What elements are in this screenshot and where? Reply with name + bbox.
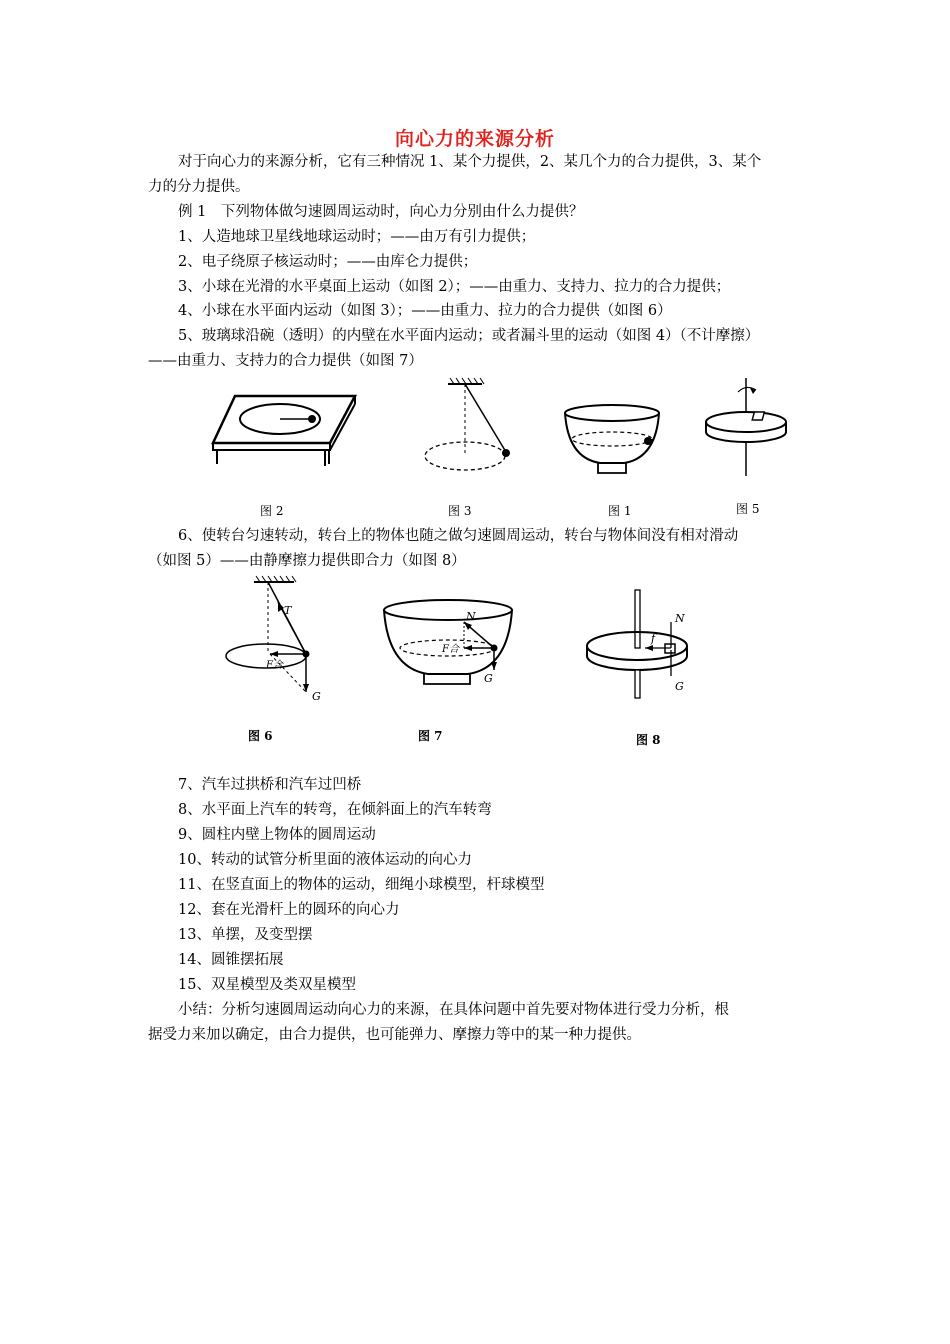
list-item-7: 7、汽车过拱桥和汽车过凹桥 [178, 777, 362, 793]
fig7-gravity-label: G [484, 672, 493, 685]
list-item-12: 12、套在光滑杆上的圆环的向心力 [178, 902, 400, 918]
example-item-5-cont: ——由重力、支持力的合力提供（如图 7） [148, 353, 423, 369]
figure-2-caption: 图 2 [260, 504, 284, 518]
list-item-14: 14、圆锥摆拓展 [178, 952, 284, 968]
list-item-10: 10、转动的试管分析里面的液体运动的向心力 [178, 852, 472, 868]
fig6-gravity-label: G [312, 690, 321, 703]
example-item-1: 1、人造地球卫星线地球运动时；——由万有引力提供； [178, 229, 536, 245]
intro-line-1: 对于向心力的来源分析，它有三种情况 1、某个力提供，2、某几个力的合力提供，3、某个 [178, 154, 762, 170]
figure-6-pendulum-forces [220, 574, 340, 709]
example-item-3: 3、小球在光滑的水平桌面上运动（如图 2）；——由重力、支持力、拉力的合力提供； [178, 279, 731, 295]
figure-5-caption: 图 5 [736, 502, 760, 516]
fig7-normal-label: N [466, 610, 476, 623]
example-item-2: 2、电子绕原子核运动时；——由库仑力提供； [178, 254, 478, 270]
figure-3-caption: 图 3 [448, 504, 472, 518]
summary-line-2: 据受力来加以确定，由合力提供，也可能弹力、摩擦力等中的某一种力提供。 [148, 1027, 641, 1043]
figure-7-caption: 图 7 [418, 729, 443, 743]
example-item-5: 5、玻璃球沿碗（透明）的内壁在水平面内运动；或者漏斗里的运动（如图 4）（不计摩擦） [178, 328, 760, 344]
list-item-15: 15、双星模型及类双星模型 [178, 977, 356, 993]
figure-8-turntable-forces [583, 588, 713, 713]
list-item-13: 13、单摆，及变型摆 [178, 927, 313, 943]
list-item-8: 8、水平面上汽车的转弯，在倾斜面上的汽车转弯 [178, 802, 492, 818]
fig8-gravity-label: G [675, 680, 684, 693]
figure-3-pendulum-diagram [420, 376, 520, 481]
figure-2-table-diagram [205, 388, 365, 478]
item-6-line-2: （如图 5）——由静摩擦力提供即合力（如图 8） [148, 553, 466, 569]
fig8-normal-label: N [675, 612, 685, 625]
item-6-line-1: 6、使转台匀速转动，转台上的物体也随之做匀速圆周运动，转台与物体间没有相对滑动 [178, 528, 739, 544]
list-item-11: 11、在竖直面上的物体的运动，细绳小球模型，杆球模型 [178, 877, 545, 893]
figure-6-caption: 图 6 [248, 729, 273, 743]
figure-7-bowl-forces [380, 598, 520, 693]
figure-1-bowl-diagram [560, 403, 670, 478]
page-title: 向心力的来源分析 [394, 128, 555, 150]
figure-8-caption: 图 8 [636, 733, 661, 747]
fig7-net-force-label: F合 [442, 644, 459, 655]
example-heading: 例 1 下列物体做匀速圆周运动时，向心力分别由什么力提供？ [178, 204, 584, 220]
example-item-4: 4、小球在水平面内运动（如图 3）；——由重力、拉力的合力提供（如图 6） [178, 303, 672, 319]
summary-line-1: 小结：分析匀速圆周运动向心力的来源，在具体问题中首先要对物体进行受力分析，根 [178, 1002, 729, 1018]
list-item-9: 9、圆柱内壁上物体的圆周运动 [178, 827, 376, 843]
fig8-friction-label: f [651, 632, 656, 645]
fig6-net-force-label: F合 [266, 660, 283, 671]
intro-line-2: 力的分力提供。 [148, 179, 250, 195]
figure-5-turntable-diagram [700, 376, 800, 486]
fig6-tension-label: T [284, 604, 292, 617]
figure-1-caption: 图 1 [608, 504, 632, 518]
